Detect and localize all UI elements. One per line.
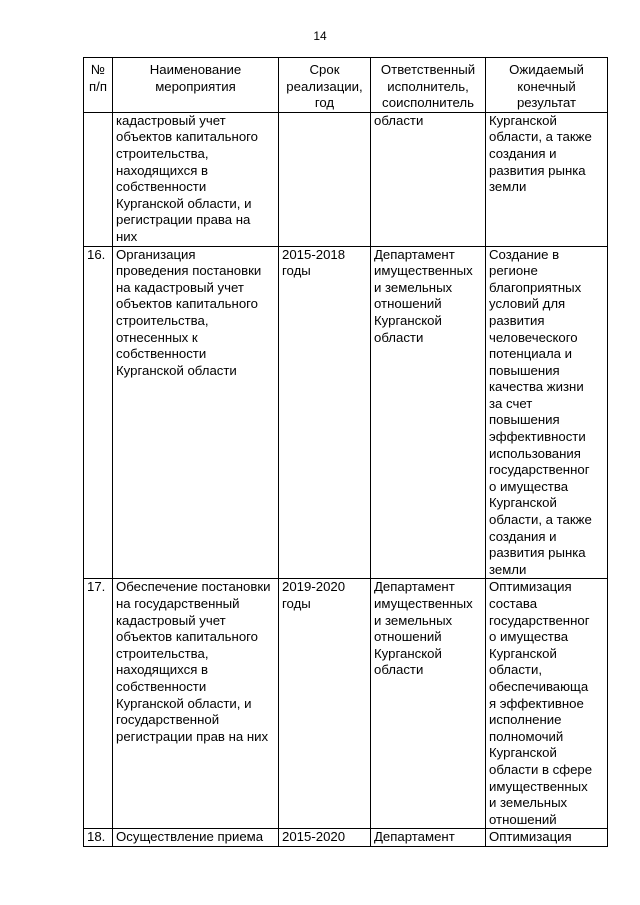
cell-text-line: Департамент (374, 829, 455, 845)
cell-text-line: на государственный (116, 596, 240, 611)
cell-text-line: области, (489, 662, 542, 678)
cell-text-line: области (374, 329, 424, 345)
cell-text-line: о имущества (489, 629, 569, 645)
cell-term (279, 829, 371, 847)
measures-table (83, 57, 608, 847)
cell-text-line: строительства, (116, 645, 209, 661)
cell-text-line: полномочий (489, 728, 564, 744)
cell-num: 16. (84, 246, 113, 579)
cell-text-line: имущественных (489, 778, 588, 794)
cell-text-line: Департамент (374, 246, 455, 262)
cell-text-line: повышения (489, 362, 560, 378)
cell-text-line: Курганской области (116, 362, 237, 378)
cell-text-line: земли (489, 179, 527, 195)
cell-num (84, 112, 113, 246)
cell-result (486, 112, 608, 246)
cell-text-line: кадастровый учет (116, 612, 226, 628)
cell-text-line: области (374, 112, 424, 128)
header-num: № п/п (84, 58, 113, 113)
cell-text-line: Курганской (374, 312, 442, 328)
table-row (84, 579, 608, 829)
cell-text-line: имущественных (374, 596, 473, 611)
cell-text-line: государственног (489, 462, 590, 478)
cell-text-line: отношений (489, 811, 557, 827)
cell-text-line: государственной (116, 712, 220, 728)
cell-text-line: Курганской (489, 745, 557, 761)
cell-term (279, 579, 371, 829)
cell-text-line: Курганской (489, 645, 557, 661)
cell-text-line: Создание в (489, 246, 560, 262)
cell-text-line: собственности (116, 346, 207, 362)
cell-text-line: Организация (116, 246, 196, 262)
cell-text-line: и земельных (374, 612, 453, 628)
cell-name (113, 112, 279, 246)
cell-text-line: и земельных (489, 795, 568, 811)
cell-text-line: годы (282, 263, 311, 279)
cell-text-line: области в сфере (489, 761, 593, 777)
cell-text-line: области, а также (489, 129, 592, 145)
cell-text-line: Оптимизация (489, 829, 572, 845)
cell-text-line: создания и (489, 528, 557, 544)
cell-text-line: условий для (489, 296, 566, 312)
cell-text-line: регионе (489, 263, 538, 279)
header-name: Наименование мероприятия (113, 58, 279, 113)
cell-text-line: Осуществление приема (116, 829, 264, 845)
cell-text-line: земли (489, 561, 527, 577)
table-row (84, 112, 608, 246)
cell-text-line: отношений (374, 629, 442, 645)
table-header-row (84, 58, 608, 113)
cell-text-line: я эффективное (489, 695, 584, 711)
cell-text-line: годы (282, 596, 311, 611)
cell-text-line: и земельных (374, 279, 453, 295)
cell-executor (371, 579, 486, 829)
cell-text-line: объектов капитального (116, 629, 259, 645)
cell-text-line: Курганской (374, 645, 442, 661)
cell-text-line: них (116, 228, 138, 244)
cell-text-line: Курганской (489, 495, 557, 511)
cell-text-line: 2015-2020 (282, 829, 346, 845)
cell-text-line: благоприятных (489, 279, 582, 295)
cell-text-line: строительства, (116, 145, 209, 161)
cell-text-line: отношений (374, 296, 442, 312)
cell-text-line: имущественных (374, 263, 473, 279)
cell-text-line: Департамент (374, 579, 455, 595)
cell-text-line: проведения постановки (116, 263, 262, 279)
cell-num: 18. (84, 829, 113, 847)
cell-text-line: использования (489, 445, 581, 461)
cell-text-line: отнесенных к (116, 329, 198, 345)
header-result: Ожидаемый конечный результат (486, 58, 608, 113)
cell-name (113, 579, 279, 829)
cell-text-line: Оптимизация (489, 579, 572, 595)
cell-text-line: на кадастровый учет (116, 279, 244, 295)
cell-text-line: строительства, (116, 312, 209, 328)
cell-result (486, 829, 608, 847)
cell-text-line: собственности (116, 179, 207, 195)
cell-executor (371, 246, 486, 579)
cell-name (113, 246, 279, 579)
page-number: 14 (313, 29, 327, 43)
cell-text-line: развития рынка (489, 545, 586, 561)
cell-result (486, 579, 608, 829)
cell-text-line: объектов капитального (116, 296, 259, 312)
table-row (84, 829, 608, 847)
cell-text-line: области (374, 662, 424, 678)
cell-term (279, 246, 371, 579)
cell-text-line: регистрации прав на них (116, 728, 269, 744)
cell-text-line: 2019-2020 (282, 579, 346, 595)
table-body (84, 112, 608, 846)
cell-text-line: Курганской области, и (116, 195, 252, 211)
cell-text-line: исполнение (489, 712, 562, 728)
cell-text-line: эффективности (489, 429, 586, 445)
cell-executor (371, 112, 486, 246)
cell-text-line: развития (489, 312, 545, 328)
cell-name (113, 829, 279, 847)
cell-num: 17. (84, 579, 113, 829)
cell-text-line: человеческого (489, 329, 578, 345)
cell-term (279, 112, 371, 246)
cell-text-line: находящихся в (116, 662, 209, 678)
cell-text-line: обеспечивающа (489, 678, 589, 694)
table-row (84, 246, 608, 579)
cell-text-line: регистрации права на (116, 212, 251, 228)
cell-text-line: кадастровый учет (116, 112, 226, 128)
cell-text-line: Курганской (489, 112, 557, 128)
cell-text-line: потенциала и (489, 346, 573, 362)
cell-text-line: объектов капитального (116, 129, 259, 145)
cell-text-line: о имущества (489, 478, 569, 494)
cell-text-line: Обеспечение постановки (116, 579, 271, 595)
cell-text-line: государственног (489, 612, 590, 628)
cell-text-line: Курганской области, и (116, 695, 252, 711)
cell-text-line: собственности (116, 678, 207, 694)
cell-result (486, 246, 608, 579)
cell-text-line: находящихся в (116, 162, 209, 178)
cell-text-line: развития рынка (489, 162, 586, 178)
cell-text-line: повышения (489, 412, 560, 428)
header-term: Срок реализации, год (279, 58, 371, 113)
header-executor: Ответственный исполнитель, соисполнитель (371, 58, 486, 113)
cell-text-line: создания и (489, 145, 557, 161)
cell-text-line: за счет (489, 395, 533, 411)
cell-executor (371, 829, 486, 847)
cell-text-line: 2015-2018 (282, 246, 346, 262)
cell-text-line: состава (489, 596, 538, 611)
cell-text-line: области, а также (489, 512, 592, 528)
cell-text-line: качества жизни (489, 379, 584, 395)
